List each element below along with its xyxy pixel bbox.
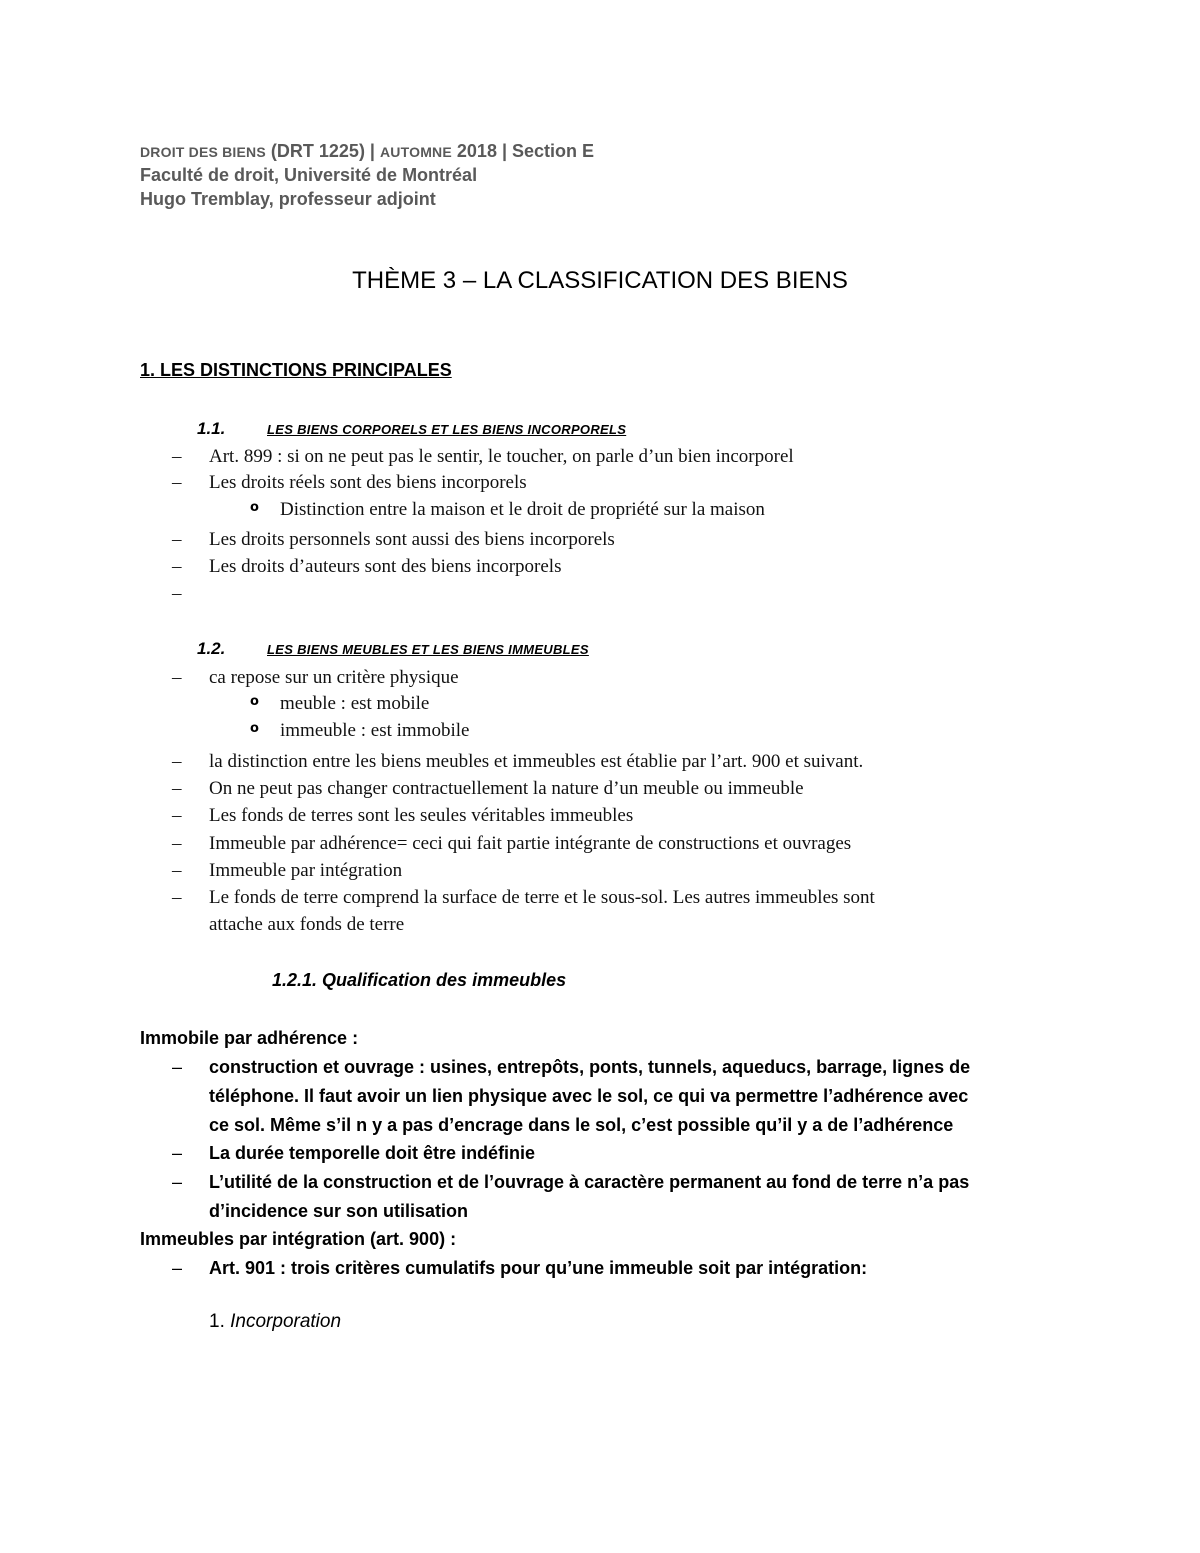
circle-bullet: o [250,721,259,736]
course-term: AUTOMNE [379,144,452,160]
dash-bullet: – [172,667,182,688]
dash-bullet: – [172,1258,183,1278]
list-item: On ne peut pas changer contractuellement la nature d’un meuble ou immeuble [209,778,804,799]
list-item: Les droits personnels sont aussi des biens incorporels [209,529,615,550]
subsection-heading-1-2 [197,638,589,661]
subsection-title: LES BIENS MEUBLES ET LES BIENS IMMEUBLES [267,642,589,657]
dash-bullet: – [172,1057,183,1077]
section-heading: 1. LES DISTINCTIONS PRINCIPALES [140,360,452,380]
list-item-continuation: d’incidence sur son utilisation [209,1201,469,1221]
subsection-title: LES BIENS CORPORELS ET LES BIENS INCORPORELS [267,422,627,437]
numbered-item-text: Incorporation [230,1311,342,1332]
list-item: Le fonds de terre comprend la surface de terre et le sous-sol. Les autres immeubles sont [209,887,875,908]
list-subitem: meuble : est mobile [280,693,430,714]
dash-bullet: – [172,1143,183,1163]
list-subitem: immeuble : est immobile [280,720,470,741]
dash-bullet: – [172,446,182,467]
dash-bullet: – [172,860,182,881]
numbered-item [209,1308,341,1336]
course-header [140,140,594,163]
dash-bullet: – [172,887,182,908]
list-item: la distinction entre les biens meubles et immeubles est établie par l’art. 900 et suivant. [209,751,864,772]
page-title: THÈME 3 – LA CLASSIFICATION DES BIENS [352,267,848,294]
list-item: L’utilité de la construction et de l’ouvrage à caractère permanent au fond de terre n’a pas [209,1172,970,1192]
list-item: Art. 899 : si on ne peut pas le sentir, le toucher, on parle d’un bien incorporel [209,446,794,467]
faculty-line: Faculté de droit, Université de Montréal [140,165,478,185]
list-subitem: Distinction entre la maison et le droit de propriété sur la maison [280,499,765,520]
dash-bullet: – [172,833,182,854]
numbered-item-number: 1. [209,1311,225,1332]
adherence-label: Immobile par adhérence : [140,1028,359,1048]
circle-bullet: o [250,500,259,515]
subsection-heading-1-1 [197,418,626,441]
list-item-continuation: téléphone. Il faut avoir un lien physique avec le sol, ce qui va permettre l’adhérence avec [209,1086,969,1106]
integration-label: Immeubles par intégration (art. 900) : [140,1229,457,1249]
dash-bullet: – [172,1172,183,1192]
list-item-continuation: ce sol. Même s’il n y a pas d’encrage dans le sol, c’est possible qu’il y a de l’adhérence [209,1115,954,1135]
dash-bullet: – [172,556,182,577]
dash-bullet: – [172,751,182,772]
course-name: DROIT DES BIENS [140,144,266,160]
dash-bullet: – [172,472,182,493]
list-item: Art. 901 : trois critères cumulatifs pour qu’une immeuble soit par intégration: [209,1258,868,1278]
list-item: Immeuble par intégration [209,860,403,881]
professor-line: Hugo Tremblay, professeur adjoint [140,189,436,209]
list-item: Immeuble par adhérence= ceci qui fait partie intégrante de constructions et ouvrages [209,833,852,854]
list-item: Les droits d’auteurs sont des biens incorporels [209,556,562,577]
circle-bullet: o [250,694,259,709]
list-item: ca repose sur un critère physique [209,667,459,688]
list-item: La durée temporelle doit être indéfinie [209,1143,536,1163]
course-section: 2018 | Section E [451,141,595,161]
dash-bullet: – [172,778,182,799]
dash-bullet: – [172,805,182,826]
dash-bullet: – [172,529,182,550]
list-item: construction et ouvrage : usines, entrepôts, ponts, tunnels, aqueducs, barrage, lignes de [209,1057,971,1077]
dash-bullet: – [172,583,182,604]
subsection-number: 1.2. [197,639,226,658]
course-code: (DRT 1225) | [265,141,380,161]
subsubsection-heading: 1.2.1. Qualification des immeubles [272,970,567,990]
list-item: Les fonds de terres sont les seules véritables immeubles [209,805,634,826]
list-item-continuation: attache aux fonds de terre [209,914,405,935]
subsection-number: 1.1. [197,419,226,438]
list-item: Les droits réels sont des biens incorporels [209,472,527,493]
